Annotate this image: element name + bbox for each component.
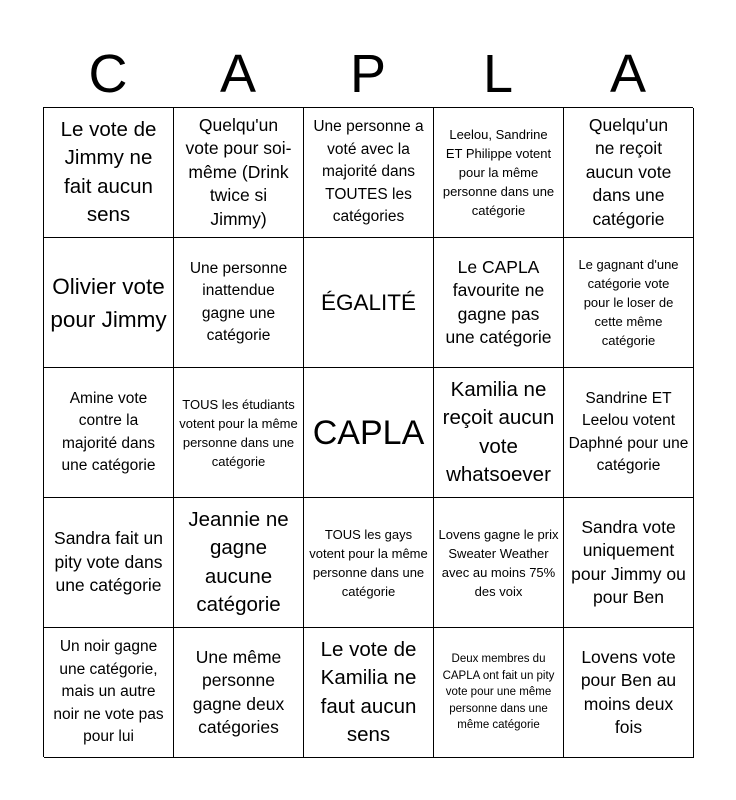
- bingo-cell[interactable]: [304, 498, 434, 628]
- header-letter: A: [219, 44, 257, 104]
- cell-text: Sandra fait un pity vote dans une catégorie: [54, 528, 163, 596]
- bingo-cell[interactable]: [564, 368, 694, 498]
- cell-text: Amine vote contre la majorité dans une catégorie: [61, 389, 156, 474]
- cell-text: Sandra vote uniquement pour Jimmy ou pour Ben: [571, 516, 686, 607]
- bingo-cell[interactable]: [304, 368, 434, 498]
- cell-text: Un noir gagne une catégorie, mais un autre noir ne vote pas pour lui: [53, 638, 164, 746]
- bingo-cell[interactable]: [304, 238, 434, 368]
- bingo-cell[interactable]: [434, 498, 564, 628]
- cell-text: Une personne a voté avec la majorité dans TOUTES les catégories: [313, 118, 424, 226]
- bingo-grid: [43, 107, 693, 757]
- bingo-cell[interactable]: [44, 108, 174, 238]
- cell-text: ÉGALITÉ: [320, 290, 417, 315]
- cell-text: Sandrine ET Leelou votent Daphné pour une catégorie: [568, 389, 689, 474]
- cell-text: TOUS les gays votent pour la même personne dans une catégorie: [309, 526, 428, 599]
- bingo-cell[interactable]: [434, 108, 564, 238]
- cell-text: Le vote de Jimmy ne fait aucun sens: [60, 117, 157, 226]
- cell-text: Jeannie ne gagne aucune catégorie: [188, 507, 289, 616]
- bingo-header: [43, 44, 693, 104]
- bingo-cell[interactable]: [434, 368, 564, 498]
- bingo-cell[interactable]: [174, 628, 304, 758]
- bingo-cell[interactable]: [174, 368, 304, 498]
- bingo-cell[interactable]: [44, 628, 174, 758]
- cell-text: TOUS les étudiants votent pour la même personne dans une catégorie: [179, 396, 298, 469]
- cell-text: Quelqu'un ne reçoit aucun vote dans une catégorie: [585, 114, 672, 229]
- header-letter: C: [88, 44, 128, 104]
- header-letter: A: [609, 44, 647, 104]
- cell-text: Deux membres du CAPLA ont fait un pity vote pour une même personne dans une même catégorie: [442, 653, 555, 732]
- bingo-cell[interactable]: [564, 628, 694, 758]
- bingo-cell[interactable]: [564, 108, 694, 238]
- bingo-cell[interactable]: [174, 238, 304, 368]
- cell-text: Le gagnant d'une catégorie vote pour le loser de cette même catégorie: [578, 257, 679, 348]
- cell-text: Lovens gagne le prix Sweater Weather avec au moins 75% des voix: [438, 526, 559, 599]
- bingo-cell[interactable]: [564, 498, 694, 628]
- bingo-cell[interactable]: [564, 238, 694, 368]
- cell-text: Olivier vote pour Jimmy: [50, 273, 167, 332]
- cell-text: Lovens vote pour Ben au moins deux fois: [580, 646, 677, 737]
- bingo-cell[interactable]: [174, 108, 304, 238]
- cell-text: Kamilia ne reçoit aucun vote whatsoever: [442, 377, 555, 486]
- bingo-cell[interactable]: [304, 108, 434, 238]
- header-letter: L: [482, 44, 514, 104]
- cell-text: Le CAPLA favourite ne gagne pas une catégorie: [445, 256, 552, 347]
- cell-text: Une personne inattendue gagne une catégorie: [189, 259, 288, 344]
- bingo-cell[interactable]: [304, 628, 434, 758]
- cell-text: Une même personne gagne deux catégories: [192, 646, 285, 737]
- bingo-cell[interactable]: [434, 238, 564, 368]
- bingo-cell[interactable]: [44, 498, 174, 628]
- cell-text: Le vote de Kamilia ne faut aucun sens: [320, 637, 417, 746]
- header-letter: P: [349, 44, 387, 104]
- bingo-cell[interactable]: [434, 628, 564, 758]
- bingo-cell[interactable]: [44, 238, 174, 368]
- bingo-cell[interactable]: [44, 368, 174, 498]
- cell-text: Leelou, Sandrine ET Philippe votent pour la même personne dans une catégorie: [442, 127, 555, 218]
- free-space: CAPLA: [312, 413, 425, 452]
- bingo-cell[interactable]: [174, 498, 304, 628]
- cell-text: Quelqu'un vote pour soi-même (Drink twice si Jimmy): [185, 114, 292, 229]
